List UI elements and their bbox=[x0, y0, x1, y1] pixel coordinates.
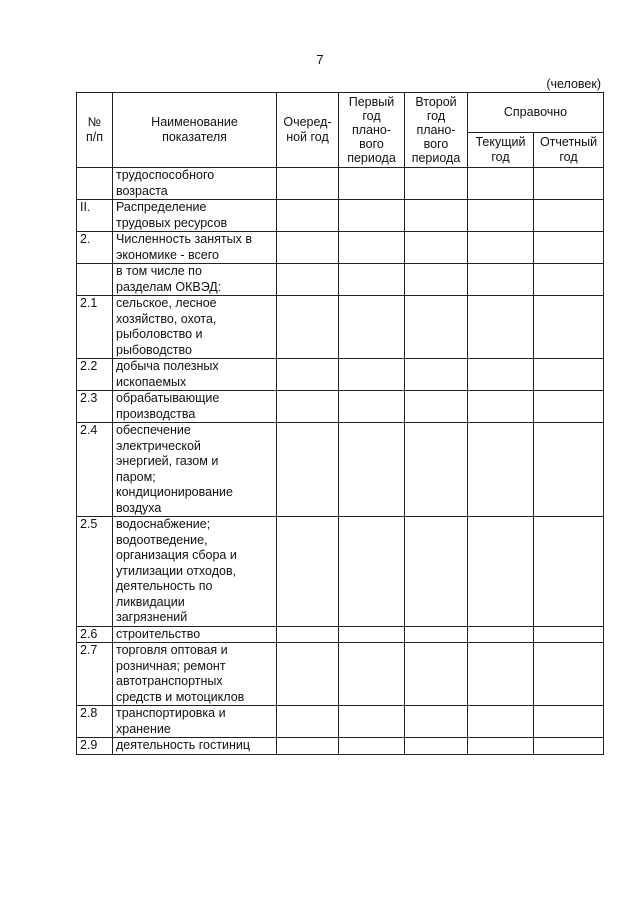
header-next-year: Очеред- ной год bbox=[277, 93, 339, 168]
value-cell bbox=[405, 706, 468, 738]
indicator-name: в том числе по разделам ОКВЭД: bbox=[113, 264, 277, 296]
row-number: 2. bbox=[77, 232, 113, 264]
value-cell bbox=[339, 264, 405, 296]
header-num: № п/п bbox=[77, 93, 113, 168]
indicator-name: трудоспособного возраста bbox=[113, 168, 277, 200]
value-cell bbox=[277, 232, 339, 264]
value-cell bbox=[339, 200, 405, 232]
indicator-name: добыча полезных ископаемых bbox=[113, 359, 277, 391]
row-number bbox=[77, 168, 113, 200]
row-number: 2.4 bbox=[77, 423, 113, 517]
value-cell bbox=[277, 296, 339, 359]
header-current-year: Текущий год bbox=[468, 133, 534, 168]
value-cell bbox=[277, 738, 339, 755]
value-cell bbox=[534, 232, 604, 264]
row-number: 2.7 bbox=[77, 643, 113, 706]
indicator-name: деятельность гостиниц bbox=[113, 738, 277, 755]
header-name: Наименование показателя bbox=[113, 93, 277, 168]
value-cell bbox=[468, 168, 534, 200]
value-cell bbox=[339, 359, 405, 391]
value-cell bbox=[405, 232, 468, 264]
value-cell bbox=[534, 359, 604, 391]
value-cell bbox=[339, 391, 405, 423]
value-cell bbox=[534, 200, 604, 232]
table-row bbox=[77, 626, 604, 643]
value-cell bbox=[534, 264, 604, 296]
value-cell bbox=[534, 626, 604, 643]
value-cell bbox=[277, 423, 339, 517]
header-second-plan-year: Второй год плано- вого периода bbox=[405, 93, 468, 168]
value-cell bbox=[405, 738, 468, 755]
indicator-name: Распределение трудовых ресурсов bbox=[113, 200, 277, 232]
value-cell bbox=[468, 232, 534, 264]
value-cell bbox=[405, 391, 468, 423]
value-cell bbox=[405, 517, 468, 627]
indicator-name: транспортировка и хранение bbox=[113, 706, 277, 738]
indicator-name: Численность занятых в экономике - всего bbox=[113, 232, 277, 264]
row-number: 2.9 bbox=[77, 738, 113, 755]
header-first-plan-year: Первый год плано- вого периода bbox=[339, 93, 405, 168]
value-cell bbox=[339, 626, 405, 643]
value-cell bbox=[468, 643, 534, 706]
value-cell bbox=[534, 517, 604, 627]
value-cell bbox=[468, 391, 534, 423]
value-cell bbox=[468, 738, 534, 755]
value-cell bbox=[405, 423, 468, 517]
table-row bbox=[77, 517, 604, 627]
table-row bbox=[77, 643, 604, 706]
table-row bbox=[77, 296, 604, 359]
indicator-name: водоснабжение; водоотведение, организация сбора и утилизации отходов, деятельность по ликвидации загрязнений bbox=[113, 517, 277, 627]
row-number: 2.6 bbox=[77, 626, 113, 643]
value-cell bbox=[468, 200, 534, 232]
value-cell bbox=[405, 643, 468, 706]
value-cell bbox=[405, 626, 468, 643]
row-number: 2.2 bbox=[77, 359, 113, 391]
table-row bbox=[77, 168, 604, 200]
header-reference: Справочно bbox=[468, 93, 604, 133]
value-cell bbox=[339, 738, 405, 755]
page-number: 7 bbox=[316, 52, 324, 67]
table-row bbox=[77, 423, 604, 517]
value-cell bbox=[405, 168, 468, 200]
indicator-name: строительство bbox=[113, 626, 277, 643]
table-body bbox=[77, 168, 604, 755]
value-cell bbox=[277, 391, 339, 423]
value-cell bbox=[468, 706, 534, 738]
value-cell bbox=[534, 391, 604, 423]
table-row bbox=[77, 391, 604, 423]
indicator-name: торговля оптовая и розничная; ремонт автотранспортных средств и мотоциклов bbox=[113, 643, 277, 706]
value-cell bbox=[277, 359, 339, 391]
value-cell bbox=[277, 643, 339, 706]
value-cell bbox=[339, 296, 405, 359]
value-cell bbox=[468, 423, 534, 517]
indicators-table bbox=[76, 92, 604, 755]
indicator-name: обеспечение электрической энергией, газом и паром; кондиционирование воздуха bbox=[113, 423, 277, 517]
value-cell bbox=[534, 168, 604, 200]
units-label: (человек) bbox=[546, 77, 601, 91]
value-cell bbox=[277, 706, 339, 738]
indicator-name: сельское, лесное хозяйство, охота, рыболовство и рыбоводство bbox=[113, 296, 277, 359]
value-cell bbox=[339, 706, 405, 738]
header-report-year: Отчетный год bbox=[534, 133, 604, 168]
value-cell bbox=[277, 517, 339, 627]
indicator-name: обрабатывающие производства bbox=[113, 391, 277, 423]
value-cell bbox=[534, 706, 604, 738]
table-row bbox=[77, 264, 604, 296]
value-cell bbox=[405, 264, 468, 296]
table-row bbox=[77, 738, 604, 755]
value-cell bbox=[339, 232, 405, 264]
row-number: 2.1 bbox=[77, 296, 113, 359]
row-number: II. bbox=[77, 200, 113, 232]
table-row bbox=[77, 359, 604, 391]
value-cell bbox=[534, 643, 604, 706]
value-cell bbox=[468, 359, 534, 391]
row-number: 2.8 bbox=[77, 706, 113, 738]
value-cell bbox=[339, 643, 405, 706]
value-cell bbox=[405, 359, 468, 391]
value-cell bbox=[339, 517, 405, 627]
value-cell bbox=[277, 168, 339, 200]
value-cell bbox=[277, 264, 339, 296]
table-row bbox=[77, 706, 604, 738]
value-cell bbox=[534, 423, 604, 517]
value-cell bbox=[534, 296, 604, 359]
value-cell bbox=[339, 423, 405, 517]
value-cell bbox=[405, 200, 468, 232]
value-cell bbox=[277, 200, 339, 232]
table-row bbox=[77, 200, 604, 232]
value-cell bbox=[468, 626, 534, 643]
value-cell bbox=[277, 626, 339, 643]
value-cell bbox=[405, 296, 468, 359]
row-number: 2.3 bbox=[77, 391, 113, 423]
row-number bbox=[77, 264, 113, 296]
value-cell bbox=[339, 168, 405, 200]
value-cell bbox=[468, 264, 534, 296]
value-cell bbox=[534, 738, 604, 755]
value-cell bbox=[468, 296, 534, 359]
row-number: 2.5 bbox=[77, 517, 113, 627]
value-cell bbox=[468, 517, 534, 627]
table-row bbox=[77, 232, 604, 264]
